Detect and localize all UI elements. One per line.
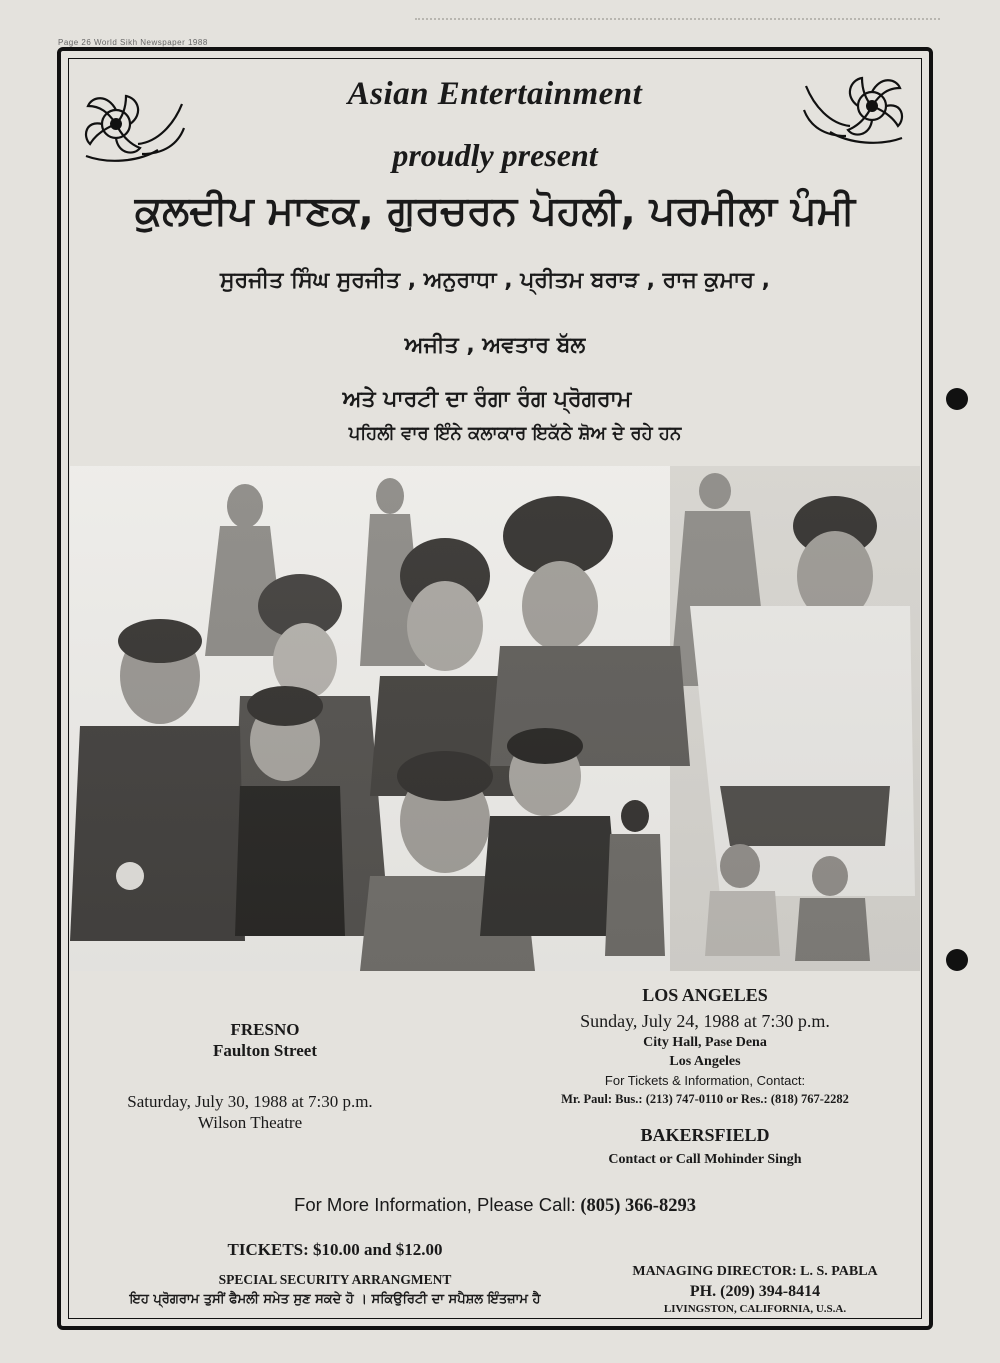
la-date: Sunday, July 24, 1988 at 7:30 p.m. — [580, 1011, 830, 1031]
first-time-line: ਪਹਿਲੀ ਵਾਰ ਇੰਨੇ ਕਲਾਕਾਰ ਇਕੱਠੇ ਸ਼ੋਅ ਦੇ ਰਹੇ ਹਨ — [348, 423, 682, 444]
page-edge-strip — [415, 18, 940, 30]
photo-collage — [70, 466, 920, 971]
punch-hole-bottom — [946, 949, 968, 971]
family-note: ਇਹ ਪ੍ਰੋਗਰਾਮ ਤੁਸੀਂ ਫੈਮਲੀ ਸਮੇਤ ਸੁਣ ਸਕਦੇ ਹੋ । ਸਕਿਉਰਿਟੀ ਦਾ ਸਪੈਸ਼ਲ ਇੰਤਜ਼ਾਮ ਹੈ — [129, 1292, 541, 1307]
bakersfield-contact: Contact or Call Mohinder Singh — [608, 1152, 802, 1167]
managing-director-phone: PH. (209) 394-8414 — [689, 1283, 821, 1300]
la-contact-label: For Tickets & Information, Contact: — [604, 1073, 806, 1088]
fresno-date: Saturday, July 30, 1988 at 7:30 p.m. — [127, 1092, 373, 1111]
artists-line-1: ਸੁਰਜੀਤ ਸਿੰਘ ਸੁਰਜੀਤ , ਅਨੁਰਾਧਾ , ਪ੍ਰੀਤਮ ਬਰਾੜ , ਰਾਜ ਕੁਮਾਰ , — [219, 268, 770, 293]
security-note: SPECIAL SECURITY ARRANGMENT — [218, 1272, 452, 1287]
page-header: Page 26 World Sikh Newspaper 1988 — [58, 38, 208, 47]
artists-line-2: ਅਜੀਤ , ਅਵਤਾਰ ਬੱਲ — [404, 333, 586, 358]
fresno-city: FRESNO — [230, 1020, 300, 1039]
tagline: proudly present — [392, 137, 598, 173]
fresno-venue: Wilson Theatre — [197, 1113, 303, 1132]
more-info-label: For More Information, Please Call: — [294, 1194, 576, 1215]
more-info-line — [68, 1194, 922, 1217]
la-venue-line-1: City Hall, Pase Dena — [643, 1035, 767, 1050]
managing-director: MANAGING DIRECTOR: L. S. PABLA — [632, 1264, 878, 1279]
la-venue-line-2: Los Angeles — [669, 1054, 741, 1069]
punch-hole-top — [946, 388, 968, 410]
fresno-street: Faulton Street — [212, 1041, 318, 1060]
more-info-phone: (805) 366-8293 — [580, 1196, 696, 1216]
la-phones: Mr. Paul: Bus.: (213) 747-0110 or Res.: (818) 767-2282 — [561, 1092, 849, 1106]
managing-director-location: LIVINGSTON, CALIFORNIA, U.S.A. — [663, 1303, 847, 1315]
program-line: ਅਤੇ ਪਾਰਟੀ ਦਾ ਰੰਗਾ ਰੰਗ ਪ੍ਰੋਗਰਾਮ — [342, 387, 632, 412]
la-city: LOS ANGELES — [642, 985, 768, 1005]
company-name: Asian Entertainment — [347, 76, 643, 112]
bakersfield-city: BAKERSFIELD — [640, 1125, 770, 1145]
headline-artists: ਕੁਲਦੀਪ ਮਾਣਕ, ਗੁਰਚਰਨ ਪੋਹਲੀ, ਪਰਮੀਲਾ ਪੰਮੀ — [134, 188, 856, 234]
ticket-prices: TICKETS: $10.00 and $12.00 — [227, 1240, 443, 1259]
